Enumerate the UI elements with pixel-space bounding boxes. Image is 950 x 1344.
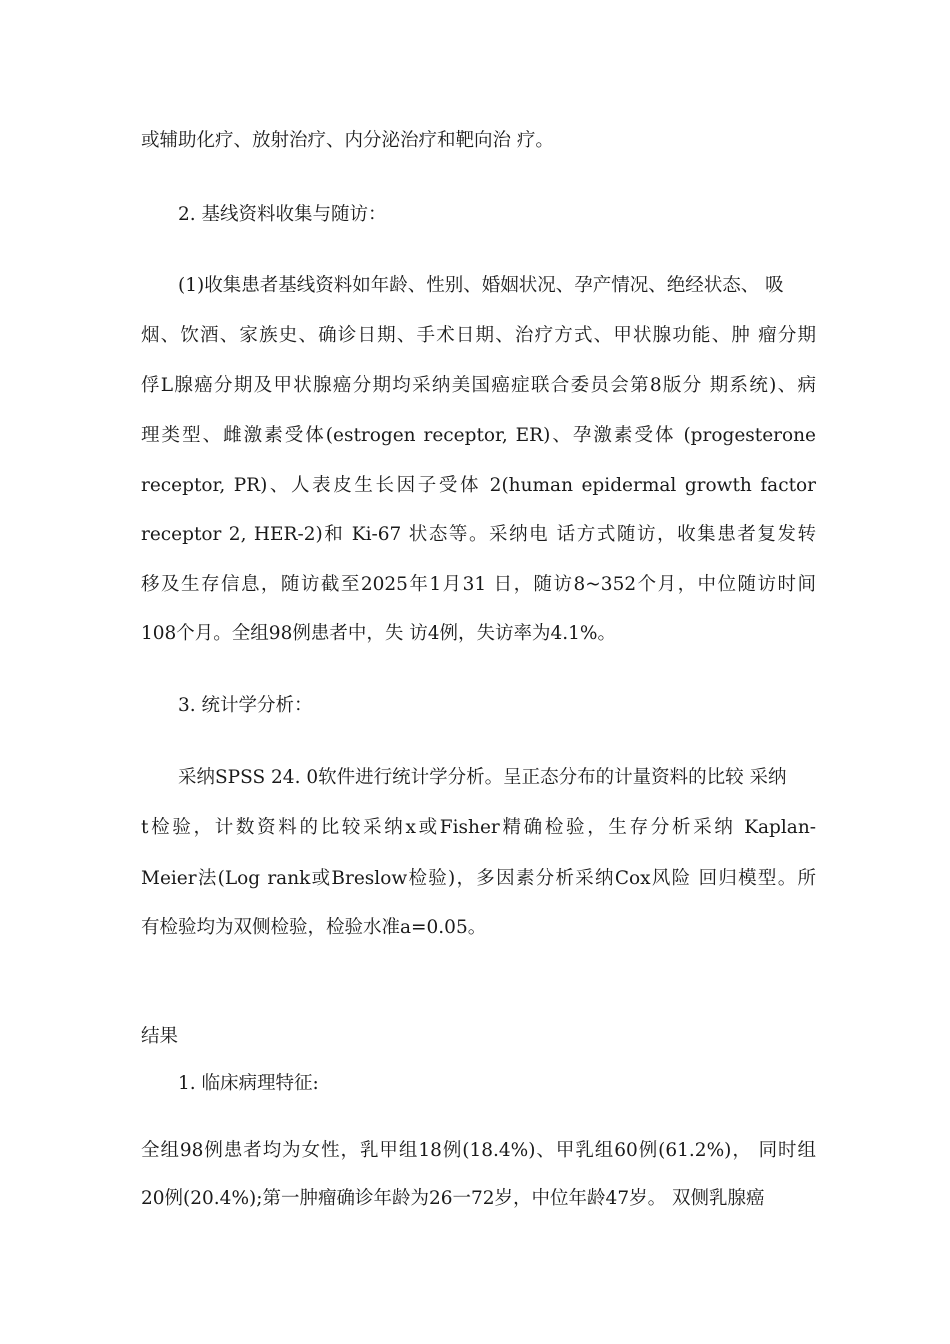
text-line: (1)收集患者基线资料如年龄、性别、婚姻状况、孕产情况、绝经状态、 吸 xyxy=(178,275,784,296)
text-line: 理类型、雌激素受体(estrogen receptor, ER)、孕激素受体 (progesterone xyxy=(141,425,816,446)
section-heading-2: 2. 基线资料收集与随访： xyxy=(178,204,387,225)
text-line: 20例(20.4%);第一肿瘤确诊年龄为26一72岁，中位年龄47岁。 双侧乳腺癌 xyxy=(141,1188,765,1209)
text-line: 或辅助化疗、放射治疗、内分泌治疗和靶向治 疗。 xyxy=(141,130,554,151)
results-subheading-1: 1. 临床病理特征: xyxy=(178,1073,319,1094)
text-line: receptor, PR)、人表皮生长因子受体 2(human epidermal growth factor xyxy=(141,475,816,496)
text-line: 移及生存信息，随访截至2025年1月31 日，随访8~352个月，中位随访时间 xyxy=(141,574,816,595)
text-line: 采纳SPSS 24. 0软件进行统计学分析。呈正态分布的计量资料的比较 采纳 xyxy=(178,767,787,788)
text-line: t检验，计数资料的比较采纳x或Fisher精确检验，生存分析采纳 Kaplan- xyxy=(141,817,816,838)
results-heading: 结果 xyxy=(141,1026,179,1047)
text-line: 俘L腺癌分期及甲状腺癌分期均采纳美国癌症联合委员会第8版分 期系统)、病 xyxy=(141,375,816,396)
text-line: receptor 2, HER-2)和 Ki-67 状态等。采纳电 话方式随访，收集患者复发转 xyxy=(141,524,816,545)
text-line: 有检验均为双侧检验，检验水准a=0.05。 xyxy=(141,917,487,938)
text-line: 全组98例患者均为女性，乳甲组18例(18.4%)、甲乳组60例(61.2%)， 同时组 xyxy=(141,1140,816,1161)
text-line: 烟、饮酒、家族史、确诊日期、手术日期、治疗方式、甲状腺功能、肿 瘤分期 xyxy=(141,325,816,346)
text-line: 108个月。全组98例患者中，失 访4例，失访率为4.1%。 xyxy=(141,623,617,644)
section-heading-3: 3. 统计学分析： xyxy=(178,695,313,716)
text-line: Meier法(Log rank或Breslow检验)，多因素分析采纳Cox风险 回归模型。所 xyxy=(141,868,816,889)
